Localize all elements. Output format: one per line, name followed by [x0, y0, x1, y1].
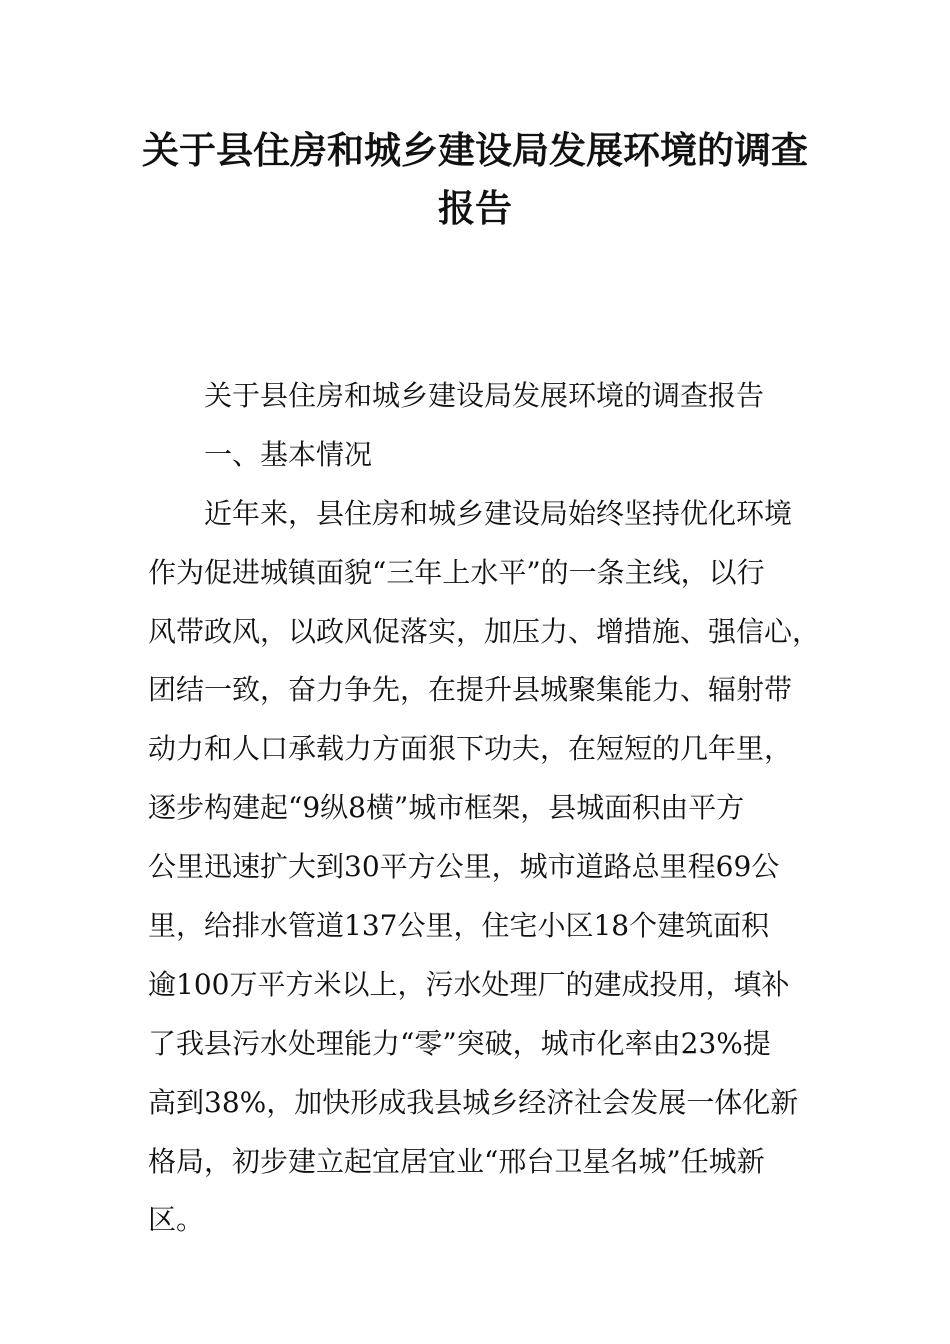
- title-line-2: 报告: [438, 187, 512, 230]
- section-heading: 一、基本情况: [204, 437, 373, 471]
- title-line-1: 关于县住房和城乡建设局发展环境的调查: [142, 129, 808, 172]
- paragraph-line: 近年来，县住房和城乡建设局始终坚持优化环境: [204, 496, 793, 530]
- paragraph-line: 区。: [148, 1203, 205, 1237]
- paragraph-line: 作为促进城镇面貌“三年上水平”的一条主线，以行: [148, 555, 765, 589]
- paragraph-line: 高到38%，加快形成我县城乡经济社会发展一体化新: [148, 1085, 799, 1119]
- paragraph-line: 风带政风，以政风促落实，加压力、增措施、强信心，: [148, 614, 821, 648]
- paragraph-line: 公里迅速扩大到30平方公里，城市道路总里程69公: [148, 850, 780, 884]
- document-title: [0, 122, 950, 238]
- paragraph-line: 了我县污水处理能力“零”突破，城市化率由23%提: [148, 1026, 771, 1060]
- paragraph-line: 逐步构建起“9纵8横”城市框架，县城面积由平方: [148, 791, 745, 825]
- paragraph-line: 团结一致，奋力争先，在提升县城聚集能力、辐射带: [148, 673, 793, 707]
- document-body: [148, 370, 821, 1253]
- document-subtitle: 关于县住房和城乡建设局发展环境的调查报告: [204, 379, 765, 412]
- paragraph-line: 动力和人口承载力方面狠下功夫，在短短的几年里，: [148, 732, 793, 766]
- paragraph: [148, 488, 821, 1247]
- paragraph-line: 格局，初步建立起宜居宜业“邢台卫星名城”任城新: [148, 1144, 765, 1178]
- paragraph-line: 里，给排水管道137公里，住宅小区18个建筑面积: [148, 909, 770, 943]
- paragraph-line: 逾100万平方米以上，污水处理厂的建成投用，填补: [148, 967, 790, 1001]
